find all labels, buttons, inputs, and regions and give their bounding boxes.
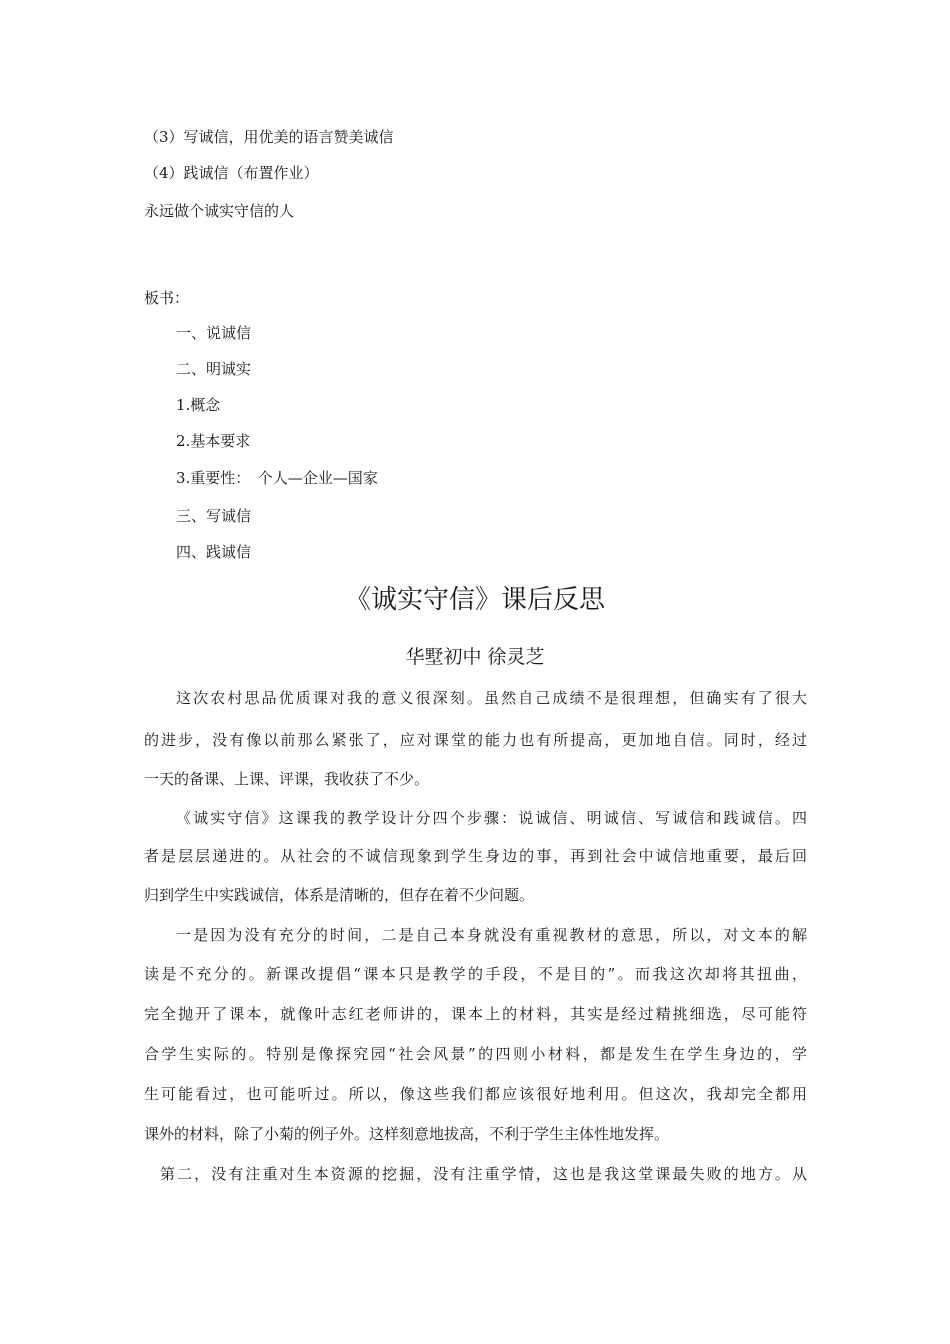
lesson-step-4: （4）践诚信（布置作业）	[144, 164, 319, 182]
board-item: 2.基本要求	[176, 432, 251, 450]
paragraph-line: 一天的备课、上课、评课，我收获了不少。	[144, 770, 430, 788]
reflection-title: 《诚实守信》课后反思	[344, 585, 605, 615]
reflection-author: 华墅初中 徐灵芝	[405, 646, 545, 668]
paragraph-line: 完全抛开了课本，就像叶志红老师讲的，课本上的材料，其实是经过精挑细选，尽可能符	[144, 1005, 807, 1023]
paragraph-line: 课外的材料，除了小菊的例子外。这样刻意地拔高，不利于学生主体性地发挥。	[144, 1125, 670, 1143]
board-item: 一、说诚信	[176, 324, 252, 342]
paragraph-line: 《诚实守信》这课我的教学设计分四个步骤：说诚信、明诚信、写诚信和践诚信。四	[176, 809, 807, 827]
paragraph-line: 合学生实际的。特别是像探究园“社会风景”的四则小材料，都是发生在学生身边的，学	[144, 1045, 807, 1063]
board-item: 三、写诚信	[176, 507, 252, 525]
board-item: 3.重要性： 个人—企业—国家	[176, 469, 378, 487]
board-heading: 板书：	[144, 289, 190, 307]
paragraph-line: 生可能看过，也可能听过。所以，像这些我们都应该很好地利用。但这次，我却完全都用	[144, 1085, 807, 1103]
paragraph-line: 第二，没有注重对生本资源的挖掘，没有注重学情，这也是我这堂课最失败的地方。从	[160, 1165, 807, 1183]
paragraph-line: 的进步，没有像以前那么紧张了，应对课堂的能力也有所提高，更加地自信。同时，经过	[144, 731, 807, 749]
board-item: 四、践诚信	[176, 543, 252, 561]
paragraph-line: 这次农村思品优质课对我的意义很深刻。虽然自己成绩不是很理想，但确实有了很大	[176, 689, 807, 707]
board-item: 1.概念	[176, 396, 221, 414]
board-item: 二、明诚实	[176, 360, 252, 378]
lesson-closing-line: 永远做个诚实守信的人	[144, 202, 295, 220]
paragraph-line: 读是不充分的。新课改提倡“课本只是教学的手段，不是目的”。而我这次却将其扭曲，	[144, 965, 807, 983]
paragraph-line: 一是因为没有充分的时间，二是自己本身就没有重视教材的意思，所以，对文本的解	[176, 926, 807, 944]
paragraph-line: 者是层层递进的。从社会的不诚信现象到学生身边的事，再到社会中诚信地重要，最后回	[144, 847, 807, 865]
paragraph-line: 归到学生中实践诚信，体系是清晰的，但存在着不少问题。	[144, 886, 535, 904]
lesson-step-3: （3）写诚信，用优美的语言赞美诚信	[144, 128, 394, 146]
